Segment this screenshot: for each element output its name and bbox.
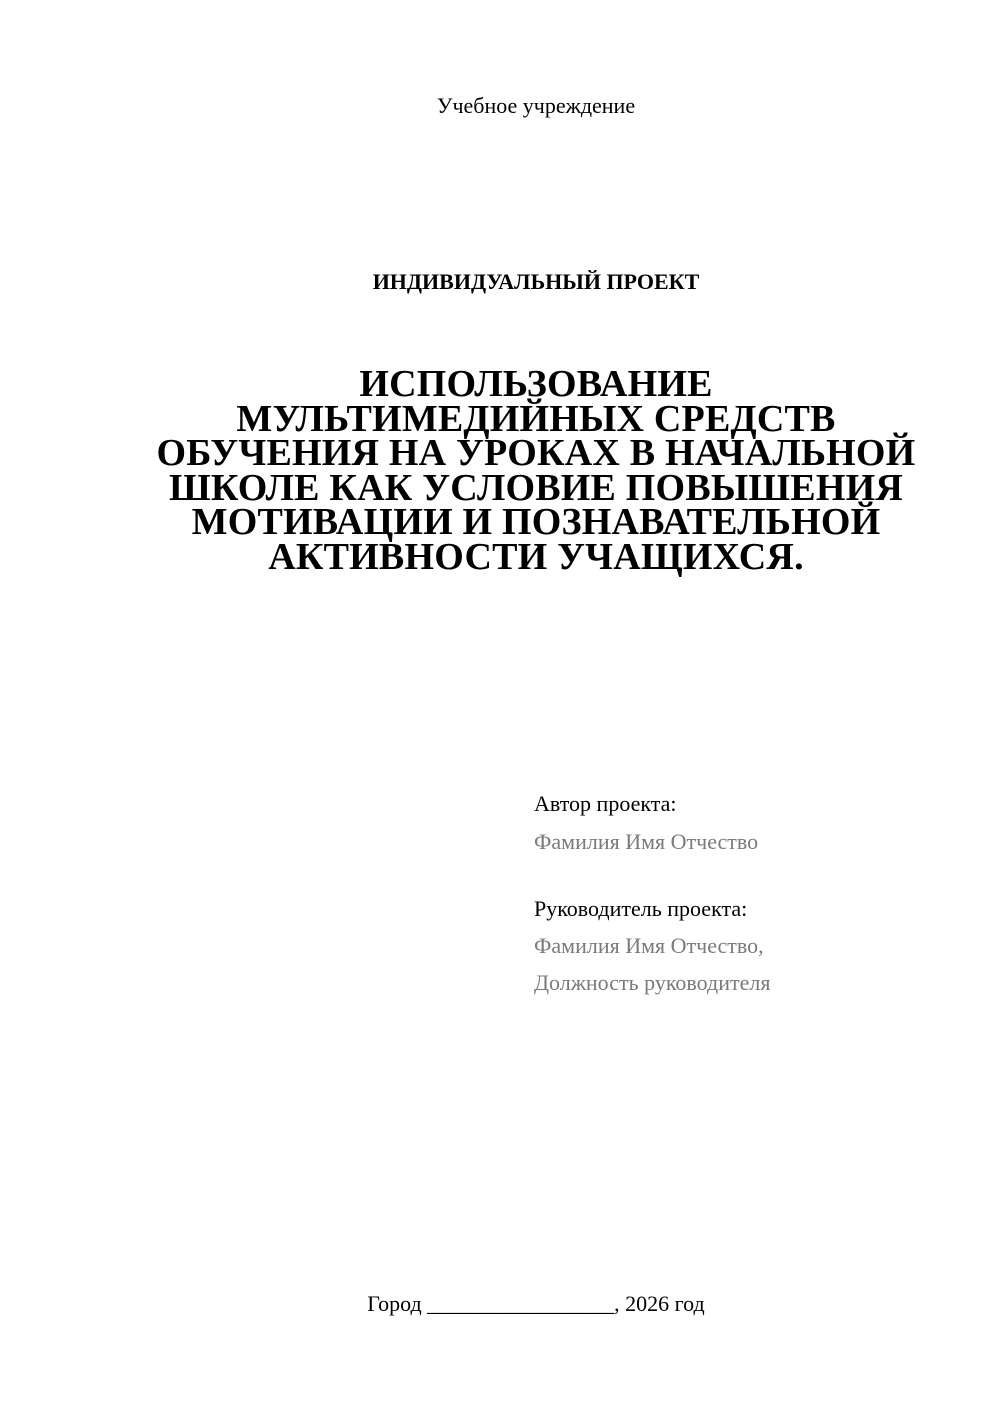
project-title-line: АКТИВНОСТИ УЧАЩИХСЯ. — [268, 535, 804, 578]
project-title-line: МОТИВАЦИИ И ПОЗНАВАТЕЛЬНОЙ — [191, 501, 881, 543]
supervisor-label: Руководитель проекта: — [534, 896, 748, 921]
city-year-line: Город _________________, 2026 год — [367, 1291, 705, 1316]
author-label: Автор проекта: — [534, 791, 677, 816]
project-title — [130, 363, 942, 578]
project-title-line: ШКОЛЕ КАК УСЛОВИЕ ПОВЫШЕНИЯ — [168, 466, 904, 509]
supervisor-position: Должность руководителя — [534, 970, 771, 995]
supervisor-block — [534, 895, 974, 1001]
project-title-line: ИСПОЛЬЗОВАНИЕ — [359, 363, 713, 405]
institution-name: Учебное учреждение — [436, 93, 636, 118]
author-name: Фамилия Имя Отчество — [534, 829, 759, 854]
author-block — [534, 790, 974, 856]
project-title-line: ОБУЧЕНИЯ НА УРОКАХ В НАЧАЛЬНОЙ — [156, 432, 916, 474]
project-type-heading: ИНДИВИДУАЛЬНЫЙ ПРОЕКТ — [372, 269, 700, 294]
supervisor-name: Фамилия Имя Отчество, — [534, 933, 764, 958]
project-title-line: МУЛЬТИМЕДИЙНЫХ СРЕДСТВ — [236, 397, 836, 440]
